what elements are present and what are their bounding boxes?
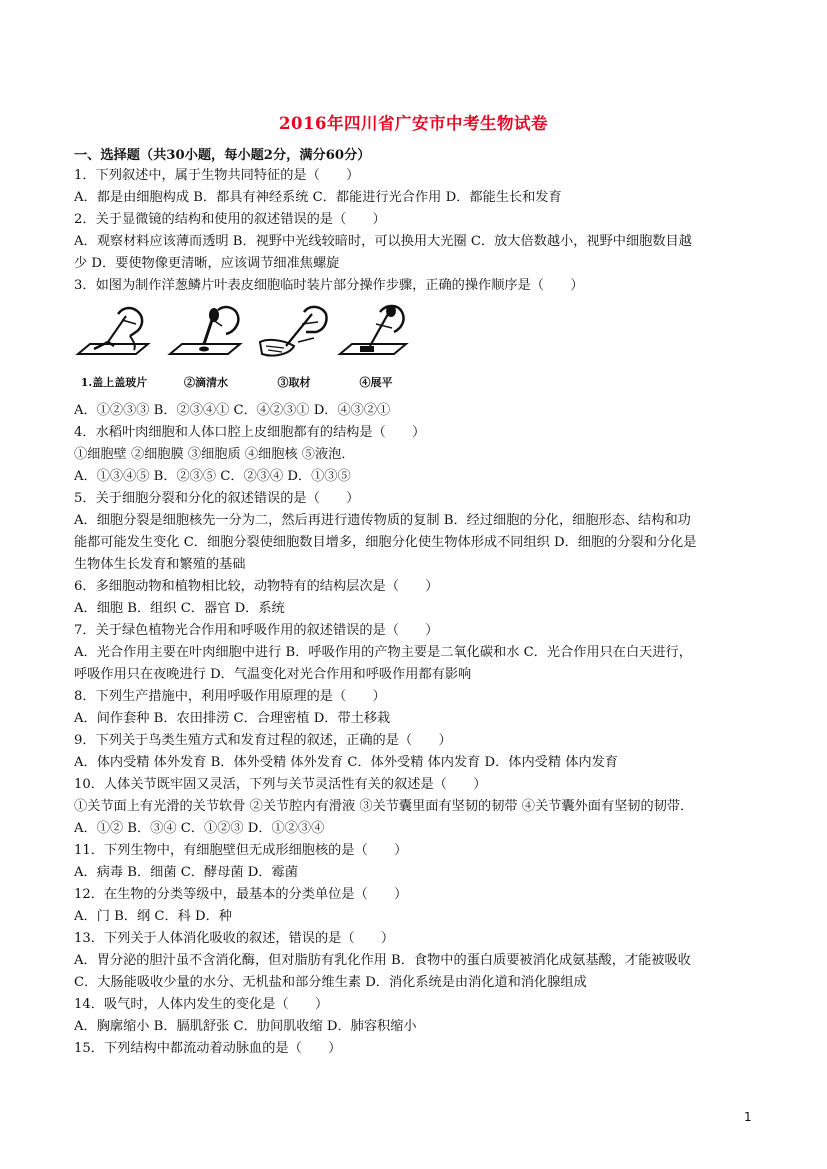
figure-step-4 <box>336 302 416 390</box>
take-material-illustration <box>254 302 334 370</box>
figure-steps <box>74 302 404 390</box>
text-line: 3．如图为制作洋葱鳞片叶表皮细胞临时装片部分操作步骤，正确的操作顺序是（ ） <box>74 278 584 293</box>
text-line: 13．下列关于人体消化吸收的叙述，错误的是（ ） <box>74 931 395 946</box>
text-line: 14．吸气时，人体内发生的变化是（ ） <box>74 997 329 1012</box>
text-line: 呼吸作用只在夜晚进行 D．气温变化对光合作用和呼吸作用都有影响 <box>74 667 472 682</box>
spread-flat-illustration <box>336 302 416 370</box>
text-line: A．病毒 B．细菌 C．酵母菌 D．霉菌 <box>74 865 298 880</box>
text-line: 5．关于细胞分裂和分化的叙述错误的是（ ） <box>74 491 360 506</box>
text-line: 1．下列叙述中，属于生物共同特征的是（ ） <box>74 168 360 183</box>
question-block-top <box>74 165 764 297</box>
figure-step-1 <box>74 302 154 390</box>
question-block-bottom <box>74 400 764 1060</box>
section-heading: 一、选择题（共30小题，每小题2分，满分60分） <box>74 148 371 163</box>
text-line: A．①②③③ B．②③④① C．④②③① D．④③②① <box>74 403 391 418</box>
text-line: C．大肠能吸收少量的水分、无机盐和部分维生素 D．消化系统是由消化道和消化腺组成 <box>74 975 587 990</box>
page-number: 1 <box>744 1110 752 1124</box>
text-line: 2．关于显微镜的结构和使用的叙述错误的是（ ） <box>74 212 386 227</box>
text-line: A．细胞分裂是细胞核先一分为二，然后再进行遗传物质的复制 B．经过细胞的分化，细胞形态、结构和功 <box>74 513 691 528</box>
text-line: 12．在生物的分类等级中，最基本的分类单位是（ ） <box>74 887 408 902</box>
figure-step-2 <box>166 302 246 390</box>
page-title: 2016年四川省广安市中考生物试卷 <box>279 114 548 133</box>
figure-step-3 <box>254 302 334 390</box>
text-line: A．观察材料应该薄而透明 B．视野中光线较暗时，可以换用大光圈 C．放大倍数越小，视野中细胞数目越 <box>74 234 692 249</box>
text-line: A．体内受精 体外发育 B．体外受精 体外发育 C．体外受精 体内发育 D．体内受精 体内发育 <box>74 755 618 770</box>
text-line: 6．多细胞动物和植物相比较，动物特有的结构层次是（ ） <box>74 579 439 594</box>
text-line: A．①③④⑤ B．②③⑤ C．②③④ D．①③⑤ <box>74 469 351 484</box>
text-line: A．胃分泌的胆汁虽不含消化酶，但对脂肪有乳化作用 B．食物中的蛋白质要被消化成氨基酸，才能被吸收 <box>74 953 691 968</box>
text-line: A．①② B．③④ C．①②③ D．①②③④ <box>74 821 325 836</box>
figure-caption-2: ②滴清水 <box>184 376 228 389</box>
text-line: 15．下列结构中都流动着动脉血的是（ ） <box>74 1041 342 1056</box>
cover-slip-illustration <box>74 302 154 370</box>
text-line: A．光合作用主要在叶肉细胞中进行 B．呼吸作用的产物主要是二氧化碳和水 C．光合作用只在白天进行， <box>74 645 692 660</box>
text-line: 10．人体关节既牢固又灵活，下列与关节灵活性有关的叙述是（ ） <box>74 777 487 792</box>
text-line: ①细胞壁 ②细胞膜 ③细胞质 ④细胞核 ⑤液泡． <box>74 447 355 462</box>
text-line: 少 D．要使物像更清晰，应该调节细准焦螺旋 <box>74 256 340 271</box>
text-line: 生物体生长发育和繁殖的基础 <box>74 557 246 572</box>
figure-caption-4: ④展平 <box>359 376 393 389</box>
text-line: 9．下列关于鸟类生殖方式和发育过程的叙述，正确的是（ ） <box>74 733 452 748</box>
text-line: 7．关于绿色植物光合作用和呼吸作用的叙述错误的是（ ） <box>74 623 439 638</box>
text-line: 4．水稻叶肉细胞和人体口腔上皮细胞都有的结构是（ ） <box>74 425 426 440</box>
text-line: A．都是由细胞构成 B．都具有神经系统 C．都能进行光合作用 D．都能生长和发育 <box>74 190 562 205</box>
text-line: A．细胞 B．组织 C．器官 D．系统 <box>74 601 285 616</box>
text-line: 8．下列生产措施中，利用呼吸作用原理的是（ ） <box>74 689 386 704</box>
text-line: A．胸廓缩小 B．膈肌舒张 C．肋间肌收缩 D．肺容积缩小 <box>74 1019 417 1034</box>
text-line: 能都可能发生变化 C．细胞分裂使细胞数目增多，细胞分化使生物体形成不同组织 D．细胞的分裂和分化是 <box>74 535 697 550</box>
water-drop-illustration <box>166 302 246 370</box>
text-line: A．间作套种 B．农田排涝 C．合理密植 D．带土移栽 <box>74 711 391 726</box>
figure-caption-1: 1.盖上盖玻片 <box>80 376 148 389</box>
text-line: 11．下列生物中，有细胞壁但无成形细胞核的是（ ） <box>74 843 408 858</box>
figure-caption-3: ③取材 <box>277 376 311 389</box>
text-line: ①关节面上有光滑的关节软骨 ②关节腔内有滑液 ③关节囊里面有坚韧的韧带 ④关节囊外面有坚韧的韧带． <box>74 799 694 814</box>
text-line: A．门 B．纲 C．科 D．种 <box>74 909 232 924</box>
